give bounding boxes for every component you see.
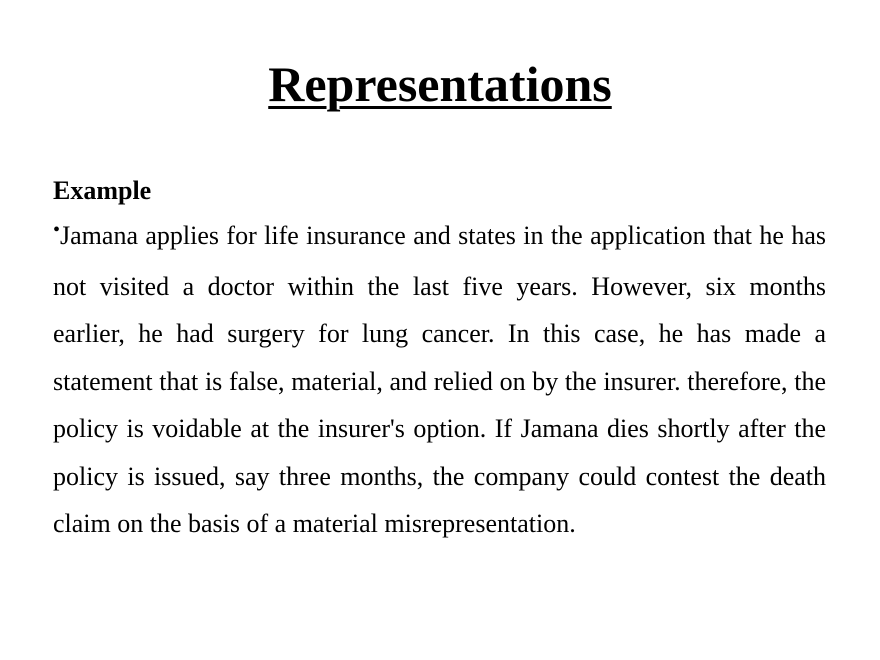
- example-paragraph: [53, 212, 826, 548]
- example-heading: Example: [53, 176, 152, 205]
- bullet-icon: •: [53, 219, 61, 241]
- slide-title: Representations: [268, 56, 612, 112]
- slide-content: [53, 170, 826, 548]
- example-body-text: Jamana applies for life insurance and states in the application that he has not visited a doctor within the last five years. However, six months earlier, he had surgery for lung cancer. In this case, he has made a statement that is false, material, and relied on by the insurer. therefore, the policy is voidable at the insurer's option. If Jamana dies shortly after the policy is issued, say three months, the company could contest the death claim on the basis of a material misrepresentation.: [53, 221, 826, 538]
